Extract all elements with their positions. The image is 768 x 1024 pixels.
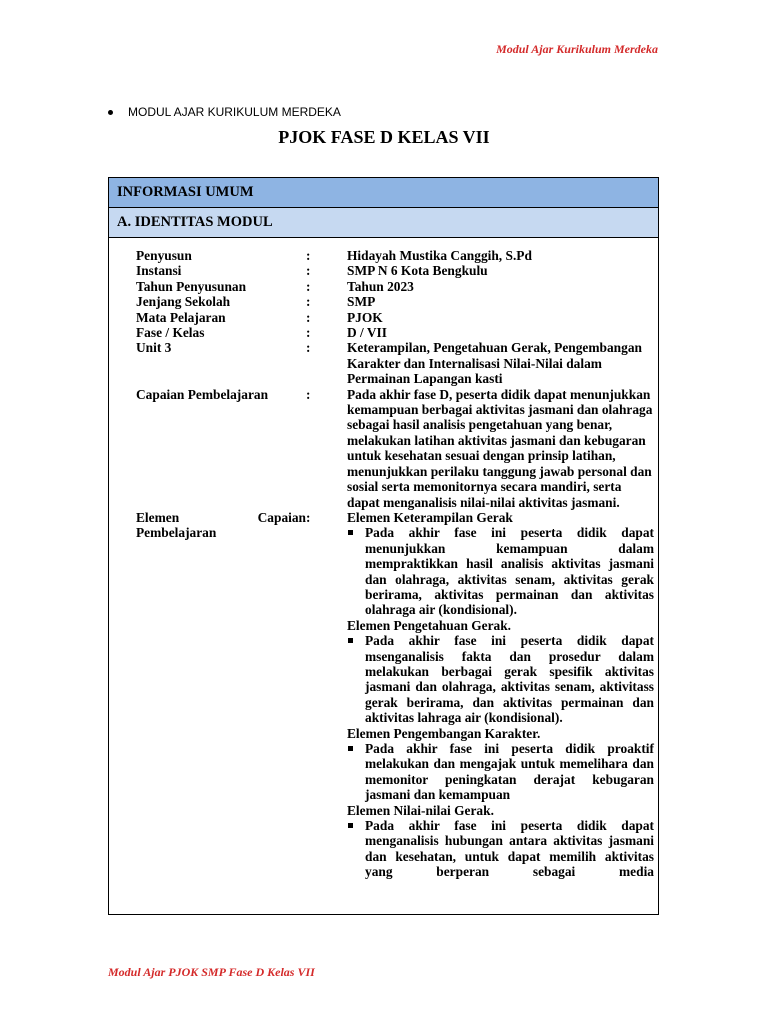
row-label: Instansi	[136, 263, 182, 279]
row-value: D / VII	[347, 325, 387, 341]
section-band-informasi-umum: INFORMASI UMUM	[109, 178, 658, 208]
row-colon: :	[306, 248, 311, 263]
running-footer: Modul Ajar PJOK SMP Fase D Kelas VII	[108, 965, 315, 979]
row-value: SMP N 6 Kota Bengkulu	[347, 263, 488, 279]
elemen-bullets	[347, 741, 654, 803]
identity-row-penyusun	[136, 248, 654, 263]
identity-row-fase	[136, 325, 654, 340]
row-label: Penyusun	[136, 248, 192, 263]
running-header: Modul Ajar Kurikulum Merdeka	[496, 42, 658, 56]
elemen-bullets	[347, 818, 654, 880]
row-label: Fase / Kelas	[136, 325, 205, 341]
elemen-item-text: Pada akhir fase ini peserta didik dapat menunjukkan kemampuan dalam mempraktikkan hasil analisis aktivitas jasmani dan olahraga, aktivitas senam, aktivitas gerak berirama, aktivitas permainan dan aktivitas olahraga air (kondisional).	[365, 525, 654, 618]
square-bullet-icon	[348, 823, 353, 828]
list-item	[347, 818, 654, 880]
row-label: Mata Pelajaran	[136, 309, 226, 325]
bullet-dot-icon	[108, 110, 113, 115]
bullet-heading	[108, 105, 341, 119]
row-colon: :	[306, 340, 311, 356]
identity-row-instansi	[136, 263, 654, 278]
row-label: Tahun Penyusunan	[136, 278, 247, 294]
elemen-heading: Elemen Keterampilan Gerak	[347, 509, 513, 525]
list-item	[347, 633, 654, 725]
bullet-heading-text: MODUL AJAR KURIKULUM MERDEKA	[128, 105, 341, 119]
identity-table	[108, 177, 659, 915]
square-bullet-icon	[348, 530, 353, 535]
identity-row-capaian	[136, 387, 654, 510]
elemen-heading: Elemen Pengembangan Karakter.	[347, 725, 541, 741]
elemen-heading: Elemen Pengetahuan Gerak.	[347, 617, 512, 633]
row-colon: :	[306, 309, 311, 325]
elemen-item-text: Pada akhir fase ini peserta didik dapat menganalisis hubungan antara aktivitas jasmani dan kesehatan, untuk dapat memilih aktivitas yang berperan sebagai media	[365, 818, 654, 880]
elemen-bullets	[347, 633, 654, 725]
row-label: Jenjang Sekolah	[136, 294, 231, 310]
identity-content	[136, 248, 654, 880]
row-colon: :	[306, 325, 311, 341]
row-value: Tahun 2023	[347, 278, 414, 294]
page-title: PJOK FASE D KELAS VII	[278, 127, 490, 147]
identity-row-jenjang	[136, 294, 654, 309]
row-label: Unit 3	[136, 340, 172, 356]
section-band-identitas-modul: A. IDENTITAS MODUL	[109, 208, 658, 238]
identity-row-mapel	[136, 310, 654, 325]
square-bullet-icon	[348, 746, 353, 751]
row-value: Hidayah Mustika Canggih, S.Pd	[347, 248, 532, 263]
row-colon: :	[306, 278, 311, 294]
row-colon: :	[306, 294, 311, 310]
row-value: Keterampilan, Pengetahuan Gerak, Pengembangan Karakter dan Internalisasi Nilai-Nilai dalam Permainan Lapangan kasti	[347, 340, 642, 387]
row-label: Capaian Pembelajaran	[136, 386, 269, 402]
row-colon: :	[306, 386, 311, 402]
row-value: SMP	[347, 294, 376, 310]
elemen-bullets	[347, 525, 654, 617]
row-label: Elemen Capaian Pembelajaran	[136, 509, 306, 541]
list-item	[347, 741, 654, 803]
elemen-item-text: Pada akhir fase ini peserta didik dapat msenganalisis fakta dan prosedur dalam melakukan berbagai gerak spesifik aktivitas jasmani dan olahraga, aktivitas senam, aktivitass gerak berirama, dan aktivitas permainan dan aktivitas lahraga air (kondisional).	[365, 633, 654, 726]
identity-row-tahun	[136, 279, 654, 294]
elemen-heading: Elemen Nilai-nilai Gerak.	[347, 802, 494, 818]
elemen-item-text: Pada akhir fase ini peserta didik proaktif melakukan dan mengajak untuk memelihara dan memonitor peningkatan derajat kebugaran jasmani dan kemampuan	[365, 741, 654, 803]
square-bullet-icon	[348, 638, 353, 643]
identity-row-elemen	[136, 510, 654, 880]
row-colon: :	[306, 509, 311, 525]
identity-row-unit	[136, 340, 654, 386]
elemen-list	[347, 510, 654, 880]
row-colon: :	[306, 263, 311, 279]
row-value: PJOK	[347, 309, 383, 325]
row-value: Pada akhir fase D, peserta didik dapat menunjukkan kemampuan berbagai aktivitas jasmani dan olahraga sebagai hasil analisis pengetahuan yang benar, melakukan latihan aktivitas jasmani dan kebugaran untuk kesehatan sesuai dengan prinsip latihan, menunjukkan perilaku tanggung jawab personal dan sosial serta memonitornya secara mandiri, serta dapat menganalisis nilai-nilai aktivitas jasmani.	[347, 386, 653, 510]
list-item	[347, 525, 654, 617]
